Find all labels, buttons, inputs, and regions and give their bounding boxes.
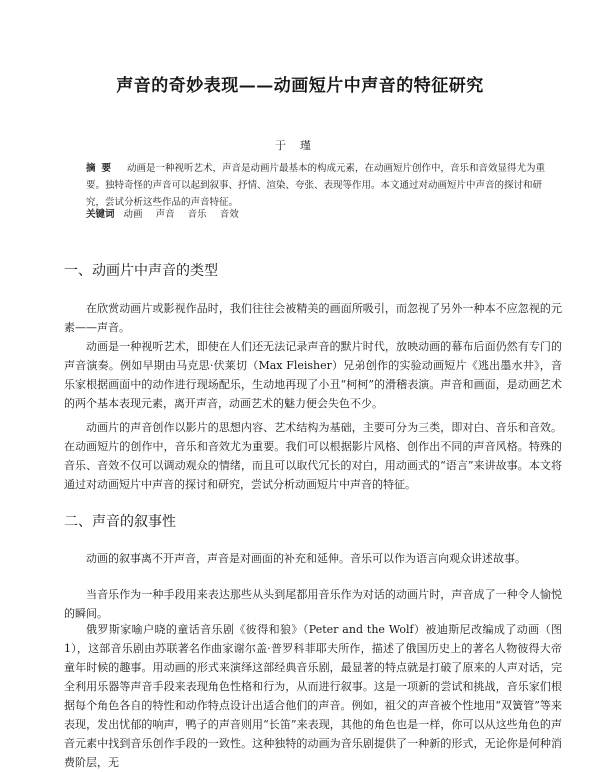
article-title: 声音的奇妙表现——动画短片中声音的特征研究 (116, 76, 484, 96)
keyword: 音效 (219, 209, 239, 220)
body-paragraph: 在欣赏动画片或影视作品时，我们往往会被精美的画面所吸引，而忽视了另外一种本不应忽视的元素——声音。 (64, 302, 562, 334)
abstract-text: 动画是一种视听艺术，声音是动画片最基本的构成元素，在动画短片创作中，音乐和音效显得尤为重要。独特奇怪的声音可以起到叙事、抒情、渲染、夸张、表现等作用。本文通过对动画短片中声音的探讨和研究，尝试分析这些作品的声音特征。 (86, 163, 546, 208)
section-heading: 二、声音的叙事性 (64, 514, 176, 530)
body-paragraph: 动画是一种视听艺术，即使在人们还无法记录声音的默片时代，放映动画的幕布后面仍然有专门的声音演奏。例如早期由马克思·伏莱切（Max Fleisher）兄弟创作的实验动画短片《逃出墨水井》，音乐家根据画面中的动作进行现场配乐，生动地再现了小丑“柯柯”的滑稽表演。声音和画面，是动画艺术的两个基本表现元素，离开声音，动画艺术的魅力便会失色不少。 (64, 340, 562, 410)
section-heading: 一、动画片中声音的类型 (64, 263, 218, 279)
abstract-label: 摘要 (86, 163, 118, 174)
body-paragraph: 动画的叙事离不开声音，声音是对画面的补充和延伸。音乐可以作为语言向观众讲述故事。 (86, 552, 526, 565)
keywords-label: 关键词 (86, 209, 115, 220)
keyword: 声音 (155, 209, 175, 220)
keyword: 音乐 (187, 209, 207, 220)
abstract (86, 160, 548, 211)
body-paragraph: 当音乐作为一种手段用来表达那些从头到尾都用音乐作为对话的动画片时，声音成了一种令人愉悦的瞬间。 (64, 588, 562, 620)
keyword: 动画 (123, 209, 143, 220)
article-author: 于瑾 (275, 139, 325, 152)
body-paragraph: 俄罗斯家喻户晓的童话音乐剧《彼得和狼》（Peter and the Wolf）被迪斯尼改编成了动画（图1），这部音乐剧由苏联著名作曲家谢尔盖·普罗科菲耶夫所作，描述了俄国历史上的著名人物彼得大帝童年时候的趣事。用动画的形式来演绎这部经典音乐剧，最显著的特点就是打破了原来的人声对话，完全利用乐器等声音手段来表现角色性格和行为，从而进行叙事。这是一项新的尝试和挑战，音乐家们根据每个角色各自的特性和动作特点设计出适合他们的声音。例如，祖父的声音被个性地用“双簧管”等来表现，发出忧郁的响声，鸭子的声音则用“长笛”来表现，其他的角色也是一样，你可以从这些角色的声音元素中找到音乐创作手段的一致性。这种独特的动画为音乐剧提供了一种新的形式，无论你是何种消费阶层，无 (64, 623, 562, 769)
body-paragraph: 动画片的声音创作以影片的思想内容、艺术结构为基础，主要可分为三类，即对白、音乐和音效。在动画短片的创作中，音乐和音效尤为重要。我们可以根据影片风格、创作出不同的声音风格。特殊的音乐、音效不仅可以调动观众的情绪，而且可以取代冗长的对白，用动画式的“语言”来讲故事。本文将通过对动画短片中声音的探讨和研究，尝试分析动画短片中声音的特征。 (64, 421, 562, 491)
keywords (86, 206, 249, 220)
